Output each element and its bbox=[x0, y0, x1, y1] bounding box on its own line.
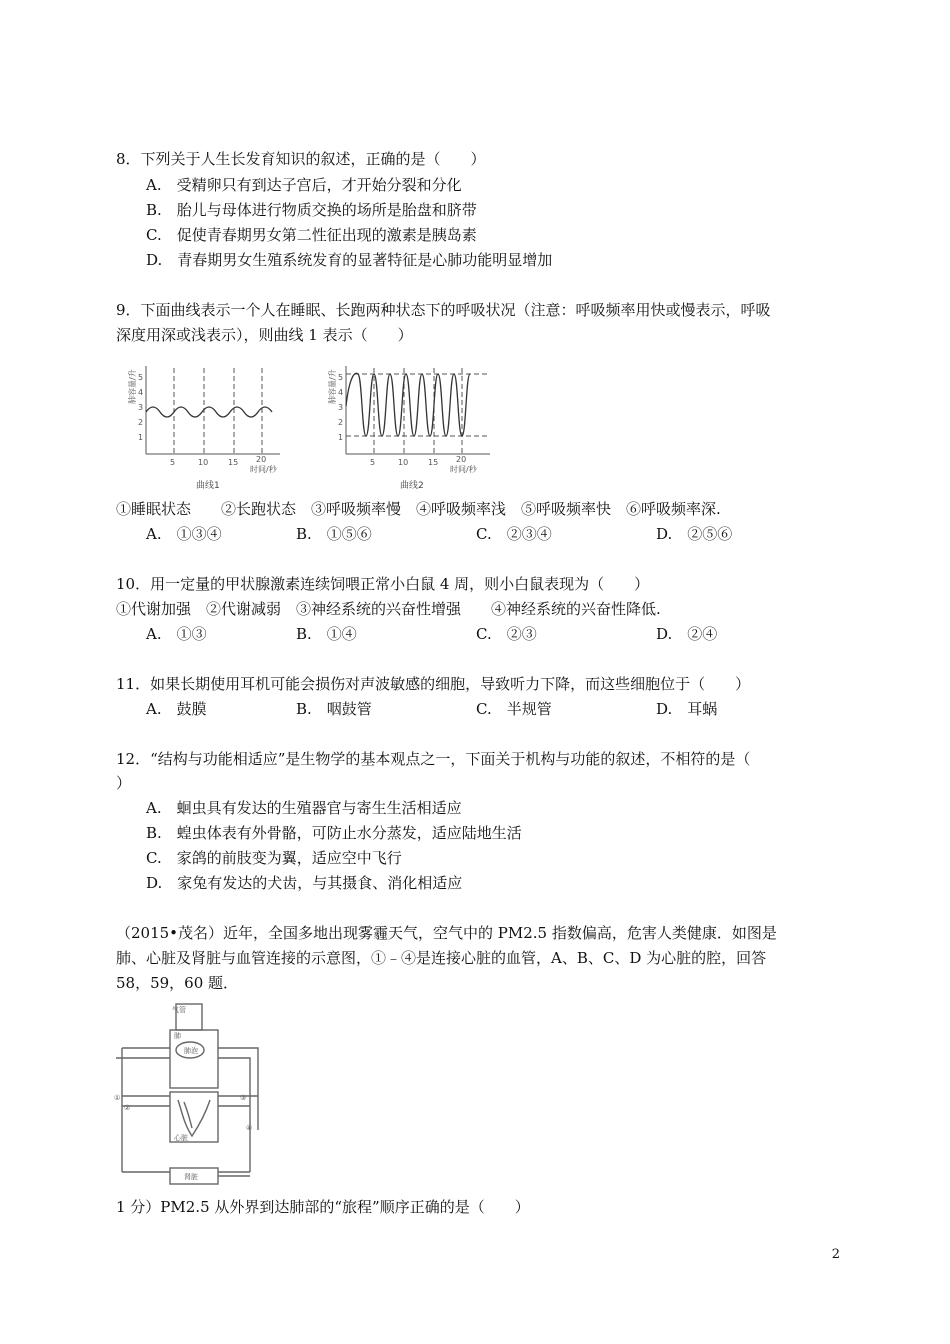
chart2-ytick: 5 bbox=[338, 373, 344, 382]
chart2-xlabel: 时间/秒 bbox=[450, 465, 477, 474]
q9-stem-line2: 深度用深或浅表示），则曲线 1 表示（ ） bbox=[116, 326, 413, 344]
vessel-1-label: ① bbox=[114, 1094, 121, 1102]
heart-label: 心脏 bbox=[174, 1134, 188, 1142]
passage-question: 1 分）PM2.5 从外界到达肺部的“旅程”顺序正确的是（ ） bbox=[116, 1198, 530, 1216]
chart1-xtick: 5 bbox=[170, 458, 176, 467]
trachea-label: 气管 bbox=[172, 1006, 186, 1014]
chart1-ylabel: 肺容量/升 bbox=[128, 369, 137, 404]
chart1-xlabel: 时间/秒 bbox=[250, 465, 277, 474]
chart2-ytick: 1 bbox=[338, 433, 344, 442]
kidney-label: 肾脏 bbox=[184, 1173, 198, 1181]
q9-option-a: A. ①③④ bbox=[146, 525, 222, 543]
q11-option-b: B. 咽鼓管 bbox=[296, 700, 372, 718]
q8-option-d: D. 青春期男女生殖系统发育的显著特征是心肺功能明显增加 bbox=[146, 251, 553, 269]
chart2-curve bbox=[346, 373, 470, 436]
vessel-2-label: ② bbox=[124, 1104, 131, 1112]
q12-stem-line1: 12．“结构与功能相适应”是生物学的基本观点之一，下面关于机构与功能的叙述，不相符的是（ bbox=[116, 750, 751, 768]
alveolus-label: 肺泡 bbox=[184, 1047, 198, 1055]
q12-option-b: B. 蝗虫体表有外骨骼，可防止水分蒸发，适应陆地生活 bbox=[146, 824, 522, 842]
q12-option-a: A. 蛔虫具有发达的生殖器官与寄生生活相适应 bbox=[146, 799, 462, 817]
q8-stem: 8．下列关于人生长发育知识的叙述，正确的是（ ） bbox=[116, 150, 486, 168]
passage-line2: 肺、心脏及肾脏与血管连接的示意图，①﹣④是连接心脏的血管，A、B、C、D 为心脏的腔，回答 bbox=[116, 949, 767, 967]
q12-option-d: D. 家兔有发达的犬齿，与其摄食、消化相适应 bbox=[146, 874, 463, 892]
breathing-chart-1 bbox=[118, 362, 288, 492]
q10-option-c: C. ②③ bbox=[476, 625, 537, 643]
chart1-xtick: 20 bbox=[256, 455, 267, 464]
page-number: 2 bbox=[831, 1247, 840, 1262]
q9-stem-line1: 9．下面曲线表示一个人在睡眠、长跑两种状态下的呼吸状况（注意：呼吸频率用快或慢表示，呼吸 bbox=[116, 301, 771, 319]
q10-option-a: A. ①③ bbox=[146, 625, 207, 643]
vessel-4-label: ④ bbox=[246, 1124, 253, 1132]
vessel-3-label: ③ bbox=[240, 1094, 247, 1102]
q11-stem: 11．如果长期使用耳机可能会损伤对声波敏感的细胞，导致听力下降，而这些细胞位于（ ） bbox=[116, 675, 751, 693]
chart2-xtick: 20 bbox=[456, 455, 467, 464]
passage-line1: （2015•茂名）近年，全国多地出现雾霾天气，空气中的 PM2.5 指数偏高，危害人类健康．如图是 bbox=[116, 924, 777, 942]
q12-option-c: C. 家鸽的前肢变为翼，适应空中飞行 bbox=[146, 849, 402, 867]
q9-option-b: B. ①⑤⑥ bbox=[296, 525, 372, 543]
chart1-ytick: 1 bbox=[138, 433, 144, 442]
chart2-ytick: 4 bbox=[338, 388, 344, 397]
chart1-curve bbox=[146, 407, 272, 417]
q10-option-b: B. ①④ bbox=[296, 625, 357, 643]
heart-shape bbox=[178, 1100, 210, 1136]
chart1-ytick: 3 bbox=[138, 403, 144, 412]
chart1-ytick: 4 bbox=[138, 388, 144, 397]
chart2-ylabel: 肺容量/升 bbox=[328, 369, 337, 404]
chart2-xtick: 5 bbox=[370, 458, 376, 467]
chart2-ytick: 2 bbox=[338, 418, 344, 427]
chart2-xtick: 10 bbox=[398, 458, 409, 467]
q11-option-c: C. 半规管 bbox=[476, 700, 552, 718]
q8-option-a: A. 受精卵只有到达子宫后，才开始分裂和分化 bbox=[146, 176, 462, 194]
q10-option-d: D. ②④ bbox=[656, 625, 718, 643]
q11-option-a: A. 鼓膜 bbox=[146, 700, 207, 718]
q8-option-b: B. 胎儿与母体进行物质交换的场所是胎盘和脐带 bbox=[146, 201, 477, 219]
breathing-chart-2 bbox=[322, 362, 502, 492]
q10-items: ①代谢加强 ②代谢减弱 ③神经系统的兴奋性增强 ④神经系统的兴奋性降低. bbox=[116, 600, 661, 618]
chart1-caption: 曲线1 bbox=[196, 481, 220, 491]
chart1-xtick: 15 bbox=[228, 458, 239, 467]
chart1-ytick: 2 bbox=[138, 418, 144, 427]
q11-option-d: D. 耳蜗 bbox=[656, 700, 718, 718]
circulation-diagram bbox=[112, 1000, 272, 1190]
chart2-caption: 曲线2 bbox=[400, 481, 424, 491]
q8-option-c: C. 促使青春期男女第二性征出现的激素是胰岛素 bbox=[146, 226, 477, 244]
chart2-ytick: 3 bbox=[338, 403, 344, 412]
passage-line3: 58，59，60 题． bbox=[116, 974, 239, 992]
q9-items: ①睡眠状态 ②长跑状态 ③呼吸频率慢 ④呼吸频率浅 ⑤呼吸频率快 ⑥呼吸频率深. bbox=[116, 500, 721, 518]
q9-option-d: D. ②⑤⑥ bbox=[656, 525, 733, 543]
q9-option-c: C. ②③④ bbox=[476, 525, 552, 543]
chart1-xtick: 10 bbox=[198, 458, 209, 467]
chart2-xtick: 15 bbox=[428, 458, 439, 467]
q12-stem-line2: ） bbox=[116, 774, 132, 792]
q10-stem: 10．用一定量的甲状腺激素连续饲喂正常小白鼠 4 周，则小白鼠表现为（ ） bbox=[116, 575, 650, 593]
lung-label: 肺 bbox=[174, 1032, 181, 1040]
chart1-ytick: 5 bbox=[138, 373, 144, 382]
